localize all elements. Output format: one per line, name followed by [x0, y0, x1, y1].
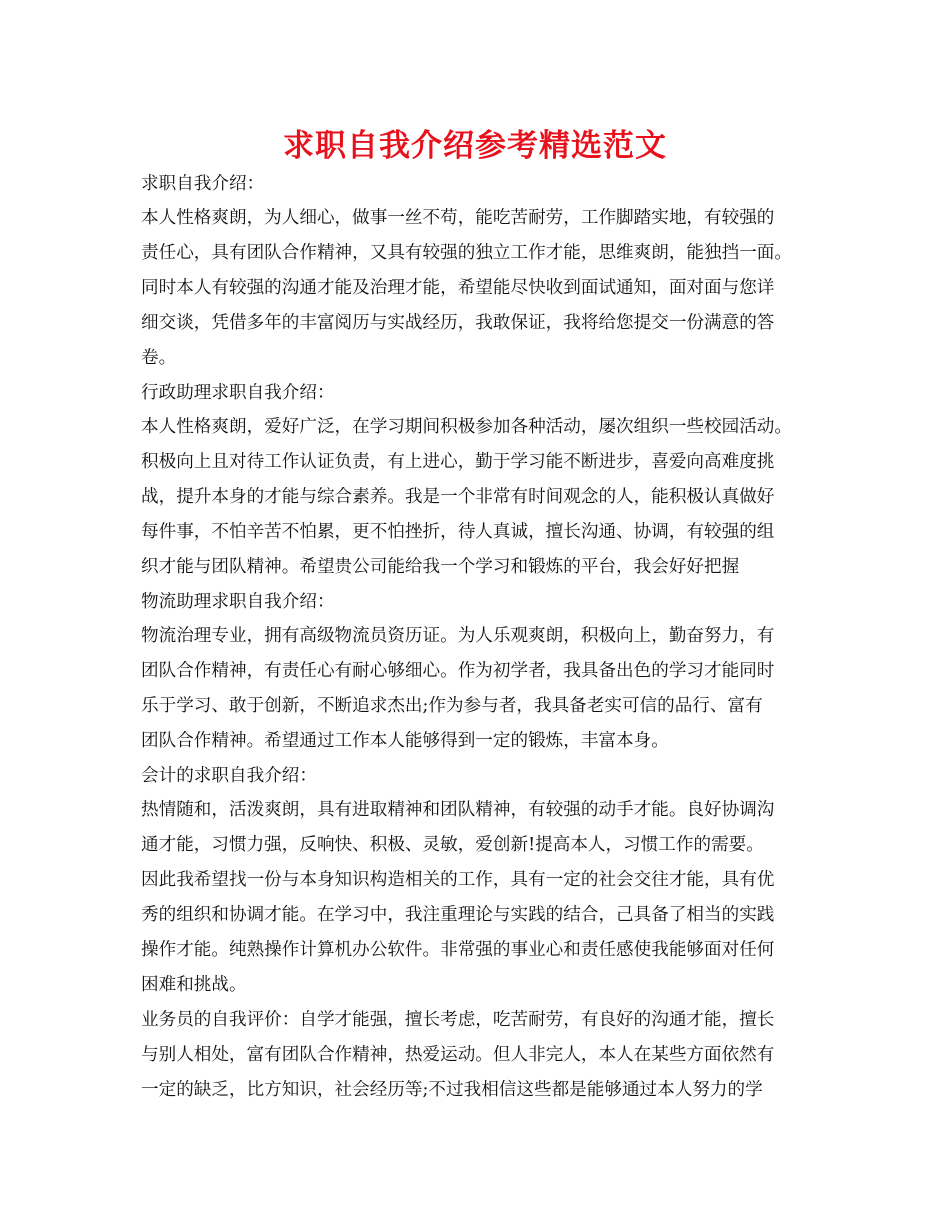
paragraph-line: 同时本人有较强的沟通才能及治理才能，希望能尽快收到面试通知，面对面与您详 [141, 278, 775, 298]
document-title: 求职自我介绍参考精选范文 [283, 128, 667, 164]
paragraph-line: 战，提升本身的才能与综合素养。我是一个非常有时间观念的人，能积极认真做好 [141, 487, 775, 507]
section-heading-logistics-assistant: 物流助理求职自我介绍： [141, 592, 335, 612]
document-body [141, 167, 831, 1108]
paragraph-line: 责任心，具有团队合作精神，又具有较强的独立工作才能，思维爽朗，能独挡一面。 [141, 243, 792, 263]
section-heading-admin-assistant: 行政助理求职自我介绍： [141, 383, 335, 403]
paragraph-line: 细交谈，凭借多年的丰富阅历与实战经历，我敢保证，我将给您提交一份满意的答 [141, 313, 775, 333]
paragraph-line: 热情随和，活泼爽朗，具有进取精神和团队精神，有较强的动手才能。良好协调沟 [141, 800, 775, 820]
paragraph-line: 每件事，不怕辛苦不怕累，更不怕挫折，待人真诚，擅长沟通、协调，有较强的组 [141, 522, 775, 542]
paragraph-line: 团队合作精神，有责任心有耐心够细心。作为初学者，我具备出色的学习才能同时 [141, 661, 775, 681]
paragraph-line: 因此我希望找一份与本身知识构造相关的工作，具有一定的社会交往才能，具有优 [141, 870, 775, 890]
paragraph-line: 操作才能。纯熟操作计算机办公软件。非常强的事业心和责任感使我能够面对任何 [141, 940, 775, 960]
paragraph-line-salesperson: 业务员的自我评价：自学才能强，擅长考虑，吃苦耐劳，有良好的沟通才能，擅长 [141, 1010, 775, 1030]
paragraph-line: 一定的缺乏，比方知识，社会经历等;不过我相信这些都是能够通过本人努力的学 [141, 1080, 763, 1100]
paragraph-line: 本人性格爽朗，爱好广泛，在学习期间积极参加各种活动，屡次组织一些校园活动。 [141, 417, 792, 437]
paragraph-line: 乐于学习、敢于创新，不断追求杰出;作为参与者，我具备老实可信的品行、富有 [141, 696, 763, 716]
section-heading-accountant: 会计的求职自我介绍： [141, 766, 317, 786]
paragraph-line: 卷。 [141, 348, 177, 368]
paragraph-line: 通才能，习惯力强，反响快、积极、灵敏，爱创新!提高本人，习惯工作的需要。 [141, 835, 764, 855]
paragraph-line: 困难和挑战。 [141, 975, 247, 995]
paragraph-line: 物流治理专业，拥有高级物流员资历证。为人乐观爽朗，积极向上，勤奋努力，有 [141, 626, 775, 646]
paragraph-line: 团队合作精神。希望通过工作本人能够得到一定的锻炼，丰富本身。 [141, 731, 669, 751]
paragraph-line: 积极向上且对待工作认证负责，有上进心，勤于学习能不断进步，喜爱向高难度挑 [141, 452, 775, 472]
paragraph-line: 与别人相处，富有团队合作精神，热爱运动。但人非完人，本人在某些方面依然有 [141, 1045, 775, 1065]
paragraph-line: 本人性格爽朗，为人细心，做事一丝不苟，能吃苦耐劳，工作脚踏实地，有较强的 [141, 208, 775, 228]
section-heading-job-intro: 求职自我介绍： [141, 174, 265, 194]
paragraph-line: 织才能与团队精神。希望贵公司能给我一个学习和锻炼的平台，我会好好把握 [141, 557, 740, 577]
paragraph-line: 秀的组织和协调才能。在学习中，我注重理论与实践的结合，己具备了相当的实践 [141, 905, 775, 925]
